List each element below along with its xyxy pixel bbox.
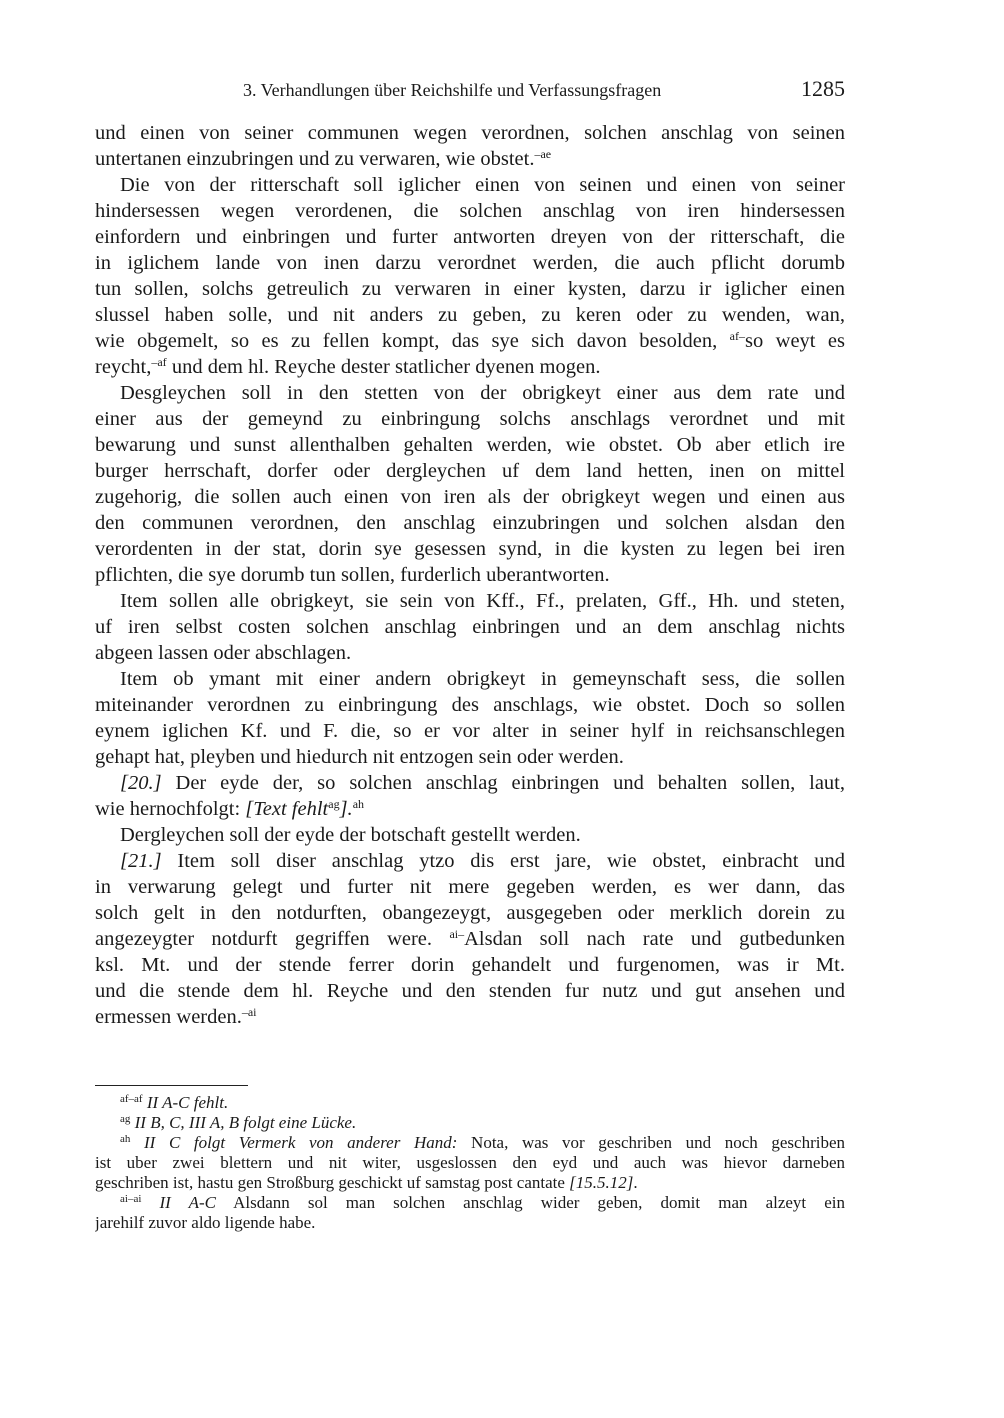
text-line — [95, 614, 845, 640]
text-segment: Alsdann sol man solchen anschlag wider geben, domit man alzeyt ein — [215, 1193, 845, 1212]
text-line — [95, 952, 845, 978]
main-text — [95, 120, 845, 1030]
text-segment: Item soll diser anschlag ytzo dis erst jare, wie obstet, einbracht und — [161, 850, 845, 872]
footnote-marker: af– — [729, 329, 745, 343]
text-line — [95, 718, 845, 744]
text-line — [95, 926, 845, 952]
text-line — [95, 978, 845, 1004]
text-segment: den communen verordnen, den anschlag einzubringen und solchen alsdan den — [95, 512, 845, 534]
footnote — [95, 1193, 845, 1233]
footnote — [95, 1133, 845, 1193]
text-line — [95, 198, 845, 224]
text-line — [95, 250, 845, 276]
text-segment: und die stende dem hl. Reyche und den stenden fur nutz und gut ansehen und — [95, 980, 845, 1002]
paragraph — [95, 848, 845, 1030]
text-segment: angezeygter notdurft gegriffen were. — [95, 928, 450, 950]
paragraph — [95, 666, 845, 770]
text-segment: ist uber zwei blettern und nit witer, usgeslossen den eyd und auch was hievor darneben — [95, 1153, 845, 1172]
text-line — [95, 588, 845, 614]
text-segment: in iglichem lande von inen darzu verordnet werden, die auch pflicht dorumb — [95, 252, 845, 274]
italic-text: [Text fehlt — [245, 798, 329, 820]
text-line — [95, 302, 845, 328]
text-line — [95, 510, 845, 536]
text-line — [95, 1173, 845, 1193]
text-line — [95, 874, 845, 900]
footnote-marker: –ai — [241, 1005, 257, 1019]
text-segment: gehapt hat, pleyben und hiedurch nit entzogen sein oder werden. — [95, 746, 624, 768]
text-segment: wie obgemelt, so es zu fellen kompt, das sye sich davon besolden, — [95, 330, 730, 352]
text-segment: Desgleychen soll in den stetten von der obrigkeyt einer aus dem rate und — [120, 382, 845, 404]
text-segment: einer aus der gemeynd zu einbringung solchs anschlags verordnet und mit — [95, 408, 845, 430]
footnote-marker: –af — [151, 355, 167, 369]
text-line — [95, 744, 845, 770]
text-line — [95, 770, 845, 796]
text-segment: untertanen einzubringen und zu verwaren, wie obstet. — [95, 148, 535, 170]
text-line — [95, 484, 845, 510]
text-line — [95, 796, 845, 822]
text-line — [95, 1133, 845, 1153]
italic-text: II A-C fehlt. — [146, 1093, 229, 1112]
text-segment: tun sollen, solchs getreulich zu verwaren in einer kysten, darzu ir iglicher einen — [95, 278, 845, 300]
text-segment: jarehilf zuvor aldo ligende habe. — [95, 1213, 316, 1232]
text-line — [95, 1004, 845, 1030]
footnote-marker: ag — [120, 1113, 131, 1125]
text-line — [95, 328, 845, 354]
text-line — [95, 380, 845, 406]
text-segment: pflichten, die sye dorumb tun sollen, furderlich uberantworten. — [95, 564, 610, 586]
text-line — [95, 848, 845, 874]
text-segment: einfordern und einbringen und furter antworten dreyen von der ritterschaft, die — [95, 226, 845, 248]
text-segment: in verwarung gelegt und furter nit mere gegeben werden, es wer dann, das — [95, 876, 845, 898]
text-segment: abgeen lassen oder abschlagen. — [95, 642, 352, 664]
text-line — [95, 536, 845, 562]
text-line — [95, 666, 845, 692]
text-segment: zugehorig, die sollen auch einen von iren als der obrigkeyt wegen und einen aus — [95, 486, 845, 508]
text-segment: geschriben ist, hastu gen Stroßburg geschickt uf samstag post cantate — [95, 1173, 570, 1192]
text-segment: und einen von seiner communen wegen verordnen, solchen anschlag von seinen — [95, 122, 845, 144]
text-segment: und dem hl. Reyche dester statlicher dyenen mogen. — [166, 356, 601, 378]
paragraph — [95, 380, 845, 588]
text-segment: Alsdan soll nach rate und gutbedunken — [464, 928, 845, 950]
text-line — [95, 692, 845, 718]
text-line — [95, 640, 845, 666]
text-line — [95, 120, 845, 146]
footnote-marker: ag — [328, 797, 340, 811]
text-line — [95, 406, 845, 432]
italic-text: II B, C, III A, B folgt eine Lücke. — [134, 1113, 357, 1132]
paragraph — [95, 770, 845, 822]
text-segment: Nota, was vor geschriben und noch geschriben — [457, 1133, 845, 1152]
text-segment: ksl. Mt. und der stende ferrer dorin gehandelt und furgenomen, was ir Mt. — [95, 954, 845, 976]
text-segment: verordenten in der stat, dorin sye gesessen synd, in die kysten zu legen bei iren — [95, 538, 845, 560]
italic-text: II A-C — [159, 1193, 216, 1212]
paragraph — [95, 172, 845, 380]
text-line — [95, 432, 845, 458]
text-segment: miteinander verordnen zu einbringung des anschlags, wie obstet. Doch so sollen — [95, 694, 845, 716]
footnote-marker: –ae — [534, 147, 552, 161]
paragraph — [95, 822, 845, 848]
italic-text: [20.] — [120, 772, 162, 794]
footnote-marker: ah — [352, 797, 365, 811]
text-segment: ermessen werden. — [95, 1006, 242, 1028]
italic-text: II C folgt Vermerk von anderer Hand: — [144, 1133, 458, 1152]
text-segment: bewarung und sunst allenthalben gehalten werden, wie obstet. Ob aber etlich ire — [95, 434, 845, 456]
running-header-title: 3. Verhandlungen über Reichshilfe und Verfassungsfragen — [243, 80, 662, 100]
text-line — [95, 458, 845, 484]
text-line — [95, 900, 845, 926]
footnote-divider — [95, 1085, 248, 1086]
paragraph — [95, 120, 845, 172]
text-line — [95, 146, 845, 172]
text-line — [95, 562, 845, 588]
text-segment: Item sollen alle obrigkeyt, sie sein von Kff., Ff., prelaten, Gff., Hh. und steten, — [120, 590, 845, 612]
text-segment — [130, 1133, 144, 1152]
text-segment: solch gelt in den notdurften, obangezeygt, ausgegeben oder merklich dorein zu — [95, 902, 845, 924]
text-line — [95, 1153, 845, 1173]
text-segment: wie hernochfolgt: — [95, 798, 246, 820]
text-segment: eynem iglichen Kf. und F. die, so er vor alter in seiner hylf in reichsanschlegen — [95, 720, 845, 742]
footnote-marker: ai–ai — [120, 1193, 142, 1205]
text-line — [95, 1193, 845, 1213]
italic-text: [15.5.12] — [569, 1173, 634, 1192]
text-segment: Die von der ritterschaft soll iglicher einen von seinen und einen von seiner — [120, 174, 845, 196]
text-segment: burger herrschaft, dorfer oder dergleychen uf dem land hetten, inen on mittel — [95, 460, 845, 482]
footnote-marker: af–af — [120, 1093, 143, 1105]
italic-text: ]. — [339, 798, 353, 820]
footnote — [95, 1093, 845, 1113]
text-segment: Dergleychen soll der eyde der botschaft gestellt werden. — [120, 824, 581, 846]
text-segment: . — [633, 1173, 638, 1192]
text-line — [95, 1213, 845, 1233]
text-line — [95, 172, 845, 198]
text-segment: reycht, — [95, 356, 152, 378]
footnote-marker: ah — [120, 1133, 131, 1145]
text-segment: Der eyde der, so solchen anschlag einbringen und behalten sollen, laut, — [161, 772, 845, 794]
paragraph — [95, 588, 845, 666]
text-line — [95, 276, 845, 302]
text-line — [95, 224, 845, 250]
text-line — [95, 822, 845, 848]
text-segment — [141, 1193, 159, 1212]
footnote-marker: ai– — [449, 927, 465, 941]
footnotes — [95, 1093, 845, 1233]
text-segment: so weyt es — [745, 330, 845, 352]
text-segment: slussel haben solle, und nit anders zu geben, zu keren oder zu wenden, wan, — [95, 304, 845, 326]
footnote — [95, 1113, 845, 1133]
italic-text: [21.] — [120, 850, 162, 872]
text-line — [95, 354, 845, 380]
text-line — [95, 1113, 845, 1133]
text-segment: Item ob ymant mit einer andern obrigkeyt in gemeynschaft sess, die sollen — [120, 668, 845, 690]
text-line — [95, 1093, 845, 1113]
text-segment: hindersessen wegen verordenen, die solchen anschlag von iren hindersessen — [95, 200, 845, 222]
page-number: 1285 — [801, 76, 845, 101]
text-segment: uf iren selbst costen solchen anschlag einbringen und an dem anschlag nichts — [95, 616, 845, 638]
